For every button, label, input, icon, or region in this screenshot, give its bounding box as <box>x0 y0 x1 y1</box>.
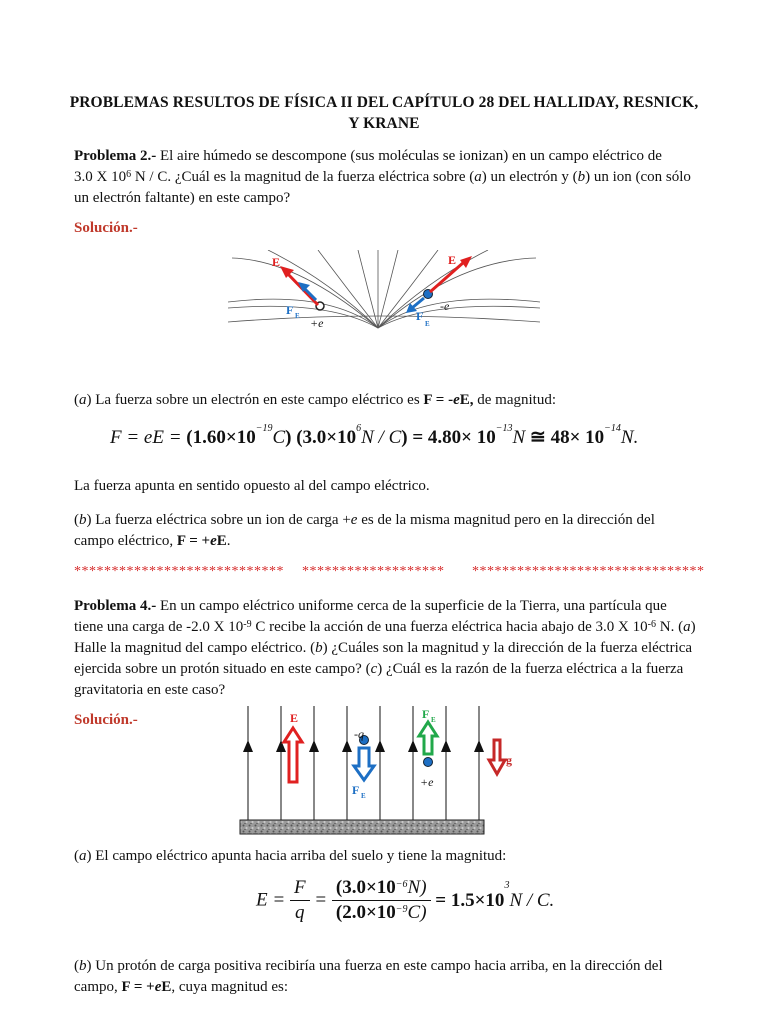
p4-text-4a: ejercida sobre un protón situado en este campo? ( <box>74 661 371 677</box>
separator-stars-2: ******************* <box>302 564 445 579</box>
eq2-res: = 1.5×10 <box>435 889 505 911</box>
fig1-label-plus-e: +e <box>310 316 324 330</box>
p4-part-a: (a) El campo eléctrico apunta hacia arriba del suelo y tiene la magnitud: <box>74 848 507 864</box>
p2-part-a: (a) La fuerza sobre un electrón en este campo eléctrico es F = -eE, de magnitud: <box>74 392 557 408</box>
fig2-label-F-green: F <box>422 707 430 721</box>
p2-b-bold-E: E <box>216 533 227 549</box>
force-arrow-down-blue <box>354 748 374 780</box>
p4-exp-1: -9 <box>243 619 252 630</box>
equation-1: F = eE = $(1.60\times 10^{-19}C)$ $(3.0\times 10^6N / C) = 4.80\times 10^{-13}N$ ≅ $48\times 10^{-14}N$. <box>110 423 639 448</box>
eq1-r1: = 4.80× 10 <box>412 427 496 448</box>
p4-text-1: En un campo eléctrico uniforme cerca de la superficie de la Tierra, una partícula que <box>156 598 667 614</box>
eq2-res-exp: 3 <box>504 879 510 891</box>
eq2-lhs: E = <box>256 889 286 911</box>
p2-part-b: (b) La fuerza eléctrica sobre un ion de carga +e es de la misma magnitud pero en la dirección del campo eléctrico, F = +eE. <box>74 512 655 549</box>
problem-2-statement <box>74 146 714 209</box>
p2-text-2a: 3.0 X 10 <box>74 169 127 185</box>
fig1-label-E-left: E <box>272 255 281 269</box>
p2-text-3: un electrón faltante) en este campo? <box>74 190 291 206</box>
fig1-label-Fsub-right: E <box>425 320 430 328</box>
eq2-frac-Fq <box>290 876 310 925</box>
problem-4-statement <box>74 596 714 701</box>
p4-text-2b: C recibe la acción de una fuerza eléctrica hacia abajo de 3.0 X 10 <box>251 619 648 635</box>
p4-a-letter: a <box>79 848 87 864</box>
p2-a-letter: a <box>79 392 87 408</box>
p2-a-bold: F = - <box>423 392 454 408</box>
p4-b: b <box>315 640 323 656</box>
figure-field-lines-charges <box>228 250 540 332</box>
equation-2 <box>256 876 554 925</box>
page-title <box>60 92 708 134</box>
p4-text-5: gravitatoria en este caso? <box>74 682 226 698</box>
p4-b-letter: b <box>79 958 87 974</box>
eq1-p2-unit: N / C <box>361 427 402 448</box>
eq2-den-unit: C) <box>407 902 427 923</box>
fig2-label-Fsub: E <box>361 792 366 800</box>
problem-2-label: Problema 2.- <box>74 148 157 164</box>
eq1-r1-unit: N <box>512 427 526 448</box>
p2-a-text-2: de magnitud: <box>473 392 557 408</box>
p2-b-bold-e: e <box>210 533 217 549</box>
title-line-2: Y KRANE <box>348 115 420 132</box>
eq1-p1-unit: C <box>272 427 286 448</box>
fig1-label-minus-e: -e <box>440 299 450 313</box>
p4-b-bold: F = + <box>121 979 155 995</box>
fig2-label-plus-e: +e <box>420 775 434 789</box>
p4-text-3a: Halle la magnitud del campo eléctrico. ( <box>74 640 316 656</box>
force-arrow-right <box>412 298 424 308</box>
p2-b-end: . <box>226 533 231 549</box>
p2-b: b <box>577 169 586 185</box>
p2-a: a <box>474 169 482 185</box>
field-arrow-right <box>430 262 464 292</box>
p2-b-bold: F = + <box>176 533 211 549</box>
fig2-label-F: F <box>352 783 360 797</box>
eq1-approx: ≅ 48× 10 <box>529 427 605 448</box>
ground <box>240 820 484 834</box>
p4-c: c <box>370 661 378 677</box>
fig1-label-F-left: F <box>286 303 294 317</box>
eq2-num <box>332 876 431 901</box>
p4-b-text-1: ) Un protón de carga positiva recibiría una fuerza en este campo hacia arriba, en la dirección del <box>86 958 663 974</box>
eq1-p1: (1.60×10 <box>186 427 256 448</box>
fig1-label-Fsub-left: E <box>295 312 300 320</box>
eq2-fnum: F <box>290 876 310 901</box>
p4-b-bold-E: E <box>161 979 172 995</box>
fig2-label-minus-q: -q <box>354 727 364 741</box>
p4-text-3b: ) ¿Cuáles son la magnitud y la dirección de la fuerza eléctrica <box>322 640 693 656</box>
eq2-frac-values <box>332 876 431 925</box>
eq1-p2-exp: 6 <box>356 423 362 434</box>
p2-b-text-2: es de la misma magnitud pero en la dirección del <box>357 512 655 528</box>
eq2-den-val: (2.0×10 <box>335 902 396 923</box>
p2-text-2c: ) un electrón y ( <box>481 169 578 185</box>
eq1-p1-exp: −19 <box>255 423 273 434</box>
fig2-label-Fsub-green: E <box>431 716 436 724</box>
eq2-num-exp: −6 <box>395 879 408 890</box>
p4-text-2c: N. ( <box>655 619 684 635</box>
eq2-res-unit: N / C. <box>509 889 555 911</box>
p4-a-text: ) El campo eléctrico apunta hacia arriba del suelo y tiene la magnitud: <box>86 848 507 864</box>
title-line-1: PROBLEMAS RESULTOS DE FÍSICA II DEL CAPÍTULO 28 DEL HALLIDAY, RESNICK, <box>69 94 699 111</box>
eq2-fden: q <box>294 902 305 923</box>
eq1-lhs: F = eE = <box>110 427 187 448</box>
eq2-num-val: (3.0×10 <box>335 877 396 898</box>
p2-b-letter: b <box>79 512 87 528</box>
eq2-den <box>332 901 431 925</box>
p2-text-2b: N / C. ¿Cuál es la magnitud de la fuerza eléctrica sobre ( <box>131 169 475 185</box>
p2-text-2d: ) un ion (con sólo <box>585 169 691 185</box>
solucion-label-1: Solución.- <box>74 220 138 236</box>
p4-a: a <box>683 619 691 635</box>
fig1-label-E-right: E <box>448 253 457 267</box>
solucion-label-2: Solución.- <box>74 712 138 728</box>
p4-b-text-3: , cuya magnitud es: <box>171 979 289 995</box>
p2-a-e: e <box>453 392 460 408</box>
gravity-arrow <box>489 740 505 774</box>
fig2-label-E: E <box>290 711 299 725</box>
eq2-eq: = <box>314 889 328 911</box>
p4-text-4b: ) ¿Cuál es la razón de la fuerza eléctrica a la fuerza <box>377 661 684 677</box>
eq1-r1-exp: −13 <box>495 423 513 434</box>
p2-b-text-3: campo eléctrico, <box>74 533 177 549</box>
force-arrow-up-green <box>419 722 437 754</box>
p4-text-2a: tiene una carga de -2.0 X 10 <box>74 619 244 635</box>
E-arrow-red <box>284 728 302 782</box>
problem-4-label: Problema 4.- <box>74 598 157 614</box>
p4-b-text-2: campo, <box>74 979 122 995</box>
eq2-num-unit: N) <box>407 877 427 898</box>
p4-part-b: (b) Un protón de carga positiva recibiría una fuerza en este campo hacia arriba, en la dirección del campo, F = +eE, cuya magnitud es: <box>74 958 663 995</box>
p4-exp-2: -6 <box>647 619 656 630</box>
p4-b-bold-e: e <box>154 979 162 995</box>
p2-a-E: E, <box>459 392 474 408</box>
p2-b-text-1: ) La fuerza eléctrica sobre un ion de carga + <box>86 512 351 528</box>
eq1-r2-unit: N. <box>620 427 639 448</box>
eq1-p2: (3.0×10 <box>296 427 357 448</box>
p2-exp: 6 <box>126 169 132 180</box>
p2-opuesto: La fuerza apunta en sentido opuesto al del campo eléctrico. <box>74 478 430 494</box>
fig2-label-g: g <box>506 753 512 767</box>
p2-text-1: El aire húmedo se descompone (sus moléculas se ionizan) en un campo eléctrico de <box>156 148 662 164</box>
separator-stars-3: ******************************* <box>472 564 705 579</box>
eq1-r2-exp: −14 <box>604 423 621 434</box>
p4-text-2d: ) <box>690 619 696 635</box>
eq2-den-exp: −9 <box>395 904 408 915</box>
positive-charge-e <box>424 758 433 767</box>
figure-uniform-field <box>236 704 526 836</box>
p2-a-text-1: ) La fuerza sobre un electrón en este campo eléctrico es <box>86 392 424 408</box>
fig1-label-F-right: F <box>416 309 424 323</box>
separator-stars-1: **************************** <box>74 564 284 579</box>
p2-b-e: e <box>350 512 358 528</box>
